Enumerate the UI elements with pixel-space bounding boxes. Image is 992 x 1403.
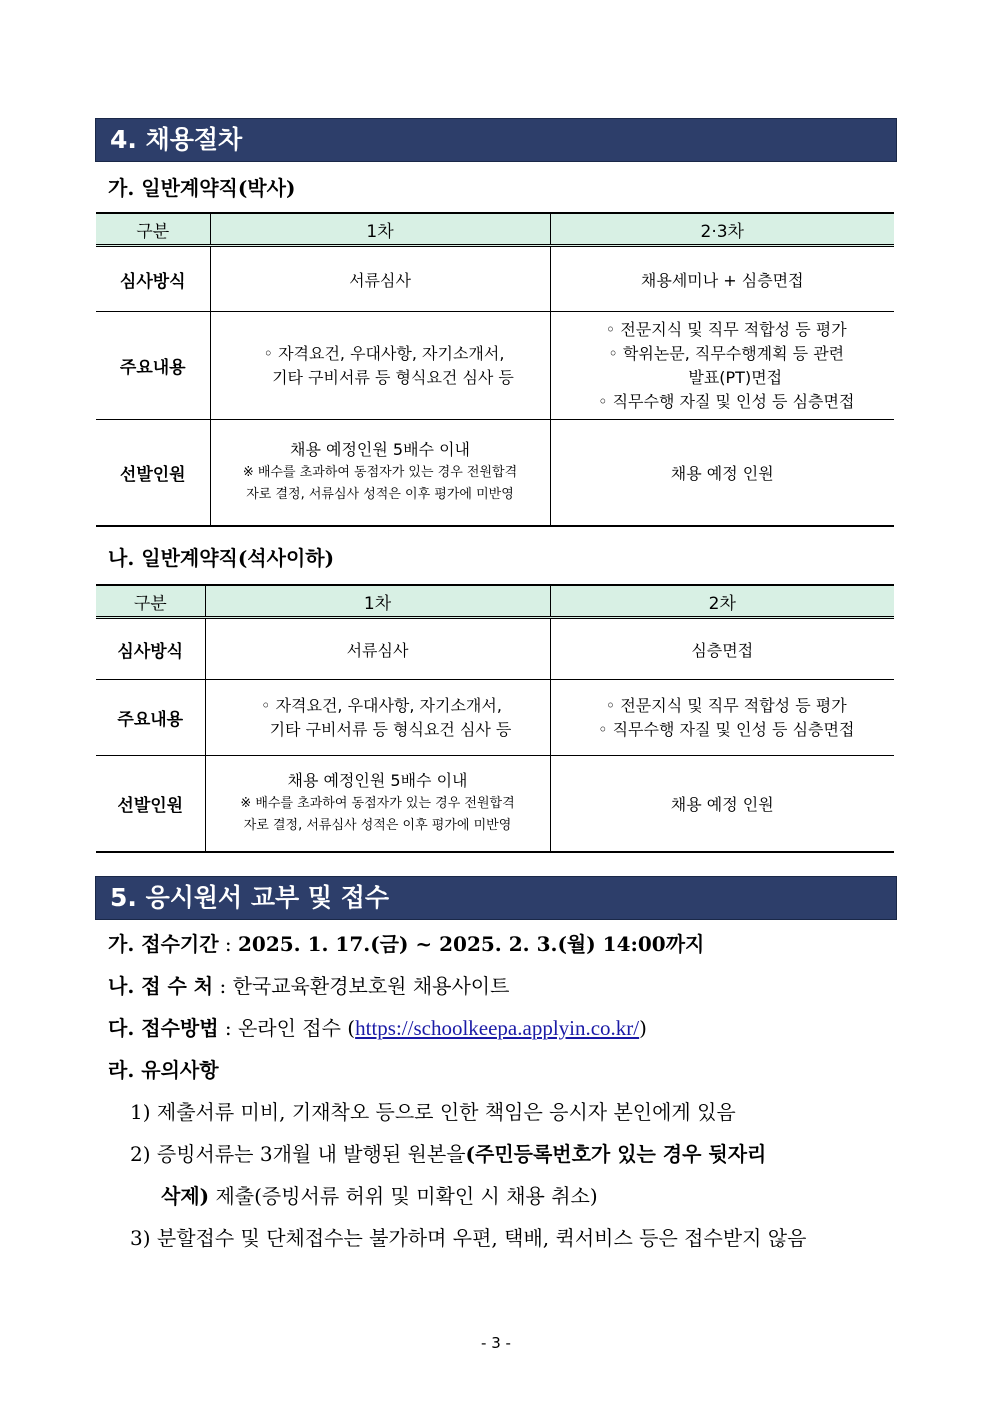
bullet-line: ◦ 전문지식 및 직무 적합성 등 평가 <box>605 319 847 339</box>
header-category: 구분 <box>96 213 210 246</box>
place-value: 한국교육환경보호원 채용사이트 <box>232 974 510 998</box>
period-value: 2025. 1. 17.(금) ~ 2025. 2. 3.(월) 14:00까지 <box>237 932 705 956</box>
cell-content-stage1 <box>210 312 550 420</box>
bullet-line: ◦ 전문지식 및 직무 적합성 등 평가 <box>605 695 847 715</box>
select-note-line: 자로 결정, 서류심사 성적은 이후 평가에 미반영 <box>243 818 512 834</box>
method-label: 다. 접수방법 <box>108 1016 219 1040</box>
select-main-text: 채용 예정인원 5배수 이내 <box>287 771 468 791</box>
note-2 <box>130 1138 766 1167</box>
row-label-content: 주요내용 <box>96 680 205 756</box>
bullet-line: 발표(PT)면접 <box>688 367 783 387</box>
subsection-b-title: 나. 일반계약직(석사이하) <box>108 546 335 570</box>
method-line <box>108 1012 647 1041</box>
note-2-bold-cont: 삭제) <box>161 1184 210 1208</box>
cell-select-stage2: 채용 예정 인원 <box>550 420 894 526</box>
bullet-line: ◦ 자격요건, 우대사항, 자기소개서, <box>261 695 502 715</box>
row-label-content: 주요내용 <box>96 312 210 420</box>
select-main-text: 채용 예정인원 5배수 이내 <box>290 440 470 460</box>
note-2-cont <box>161 1180 598 1209</box>
cell-select-stage2: 채용 예정 인원 <box>550 756 894 852</box>
note-2-text-cont: 제출(증빙서류 허위 및 미확인 시 채용 취소) <box>209 1184 598 1208</box>
procedure-table-doctor <box>96 212 894 527</box>
separator: : <box>218 1016 238 1040</box>
page-number: - 3 - <box>481 1334 511 1352</box>
bullet-line: 기타 구비서류 등 형식요건 심사 등 <box>272 367 514 387</box>
header-stage2: 2·3차 <box>550 213 894 246</box>
note-3: 3) 분할접수 및 단체접수는 불가하며 우편, 택배, 퀵서비스 등은 접수받지 않음 <box>130 1226 807 1250</box>
header-stage2: 2차 <box>550 585 894 618</box>
bullet-line: ◦ 직무수행 자질 및 인성 등 심층면접 <box>598 719 855 739</box>
separator: : <box>213 974 233 998</box>
cell-content-stage2 <box>550 312 894 420</box>
select-note-line: ※ 배수를 초과하여 동점자가 있는 경우 전원합격 <box>242 465 518 481</box>
header-stage1: 1차 <box>210 213 550 246</box>
apply-site-link[interactable]: https://schoolkeepa.applyin.co.kr/ <box>355 1016 640 1040</box>
procedure-table-master <box>96 584 894 853</box>
header-category: 구분 <box>96 585 205 618</box>
cell-content-stage2 <box>550 680 894 756</box>
cell-method-stage2: 심층면접 <box>550 618 894 680</box>
row-label-method: 심사방식 <box>96 246 210 312</box>
row-label-select: 선발인원 <box>96 756 205 852</box>
bullet-line: ◦ 직무수행 자질 및 인성 등 심층면접 <box>598 391 855 411</box>
separator: : <box>218 932 238 956</box>
select-note-line: 자로 결정, 서류심사 성적은 이후 평가에 미반영 <box>246 487 514 503</box>
cell-method-stage1: 서류심사 <box>205 618 550 680</box>
section-4-header: 4. 채용절차 <box>95 118 897 162</box>
select-note-line: ※ 배수를 초과하여 동점자가 있는 경우 전원합격 <box>240 796 515 812</box>
header-stage1: 1차 <box>205 585 550 618</box>
cell-content-stage1 <box>205 680 550 756</box>
note-2-text: 2) 증빙서류는 3개월 내 발행된 원본을 <box>130 1142 466 1166</box>
period-label: 가. 접수기간 <box>108 932 219 956</box>
bullet-line: ◦ 학위논문, 직무수행계획 등 관련 <box>608 343 845 363</box>
cell-method-stage1: 서류심사 <box>210 246 550 312</box>
cell-select-stage1 <box>205 756 550 852</box>
note-1: 1) 제출서류 미비, 기재착오 등으로 인한 책임은 응시자 본인에게 있음 <box>130 1100 736 1124</box>
notes-title-text: 라. 유의사항 <box>108 1058 219 1082</box>
section-5-header: 5. 응시원서 교부 및 접수 <box>95 876 897 920</box>
cell-method-stage2: 채용세미나 + 심층면접 <box>550 246 894 312</box>
row-label-select: 선발인원 <box>96 420 210 526</box>
place-label: 나. 접 수 처 <box>108 974 214 998</box>
period-line <box>108 928 704 957</box>
row-label-method: 심사방식 <box>96 618 205 680</box>
method-value: 온라인 접수 ( <box>237 1016 356 1040</box>
note-2-bold: (주민등록번호가 있는 경우 뒷자리 <box>465 1142 767 1166</box>
bullet-line: ◦ 자격요건, 우대사항, 자기소개서, <box>263 343 505 363</box>
method-value-close: ) <box>639 1016 647 1040</box>
subsection-a-title: 가. 일반계약직(박사) <box>108 176 296 200</box>
place-line <box>108 970 509 999</box>
notes-title <box>108 1054 219 1083</box>
bullet-line: 기타 구비서류 등 형식요건 심사 등 <box>269 719 512 739</box>
cell-select-stage1 <box>210 420 550 526</box>
